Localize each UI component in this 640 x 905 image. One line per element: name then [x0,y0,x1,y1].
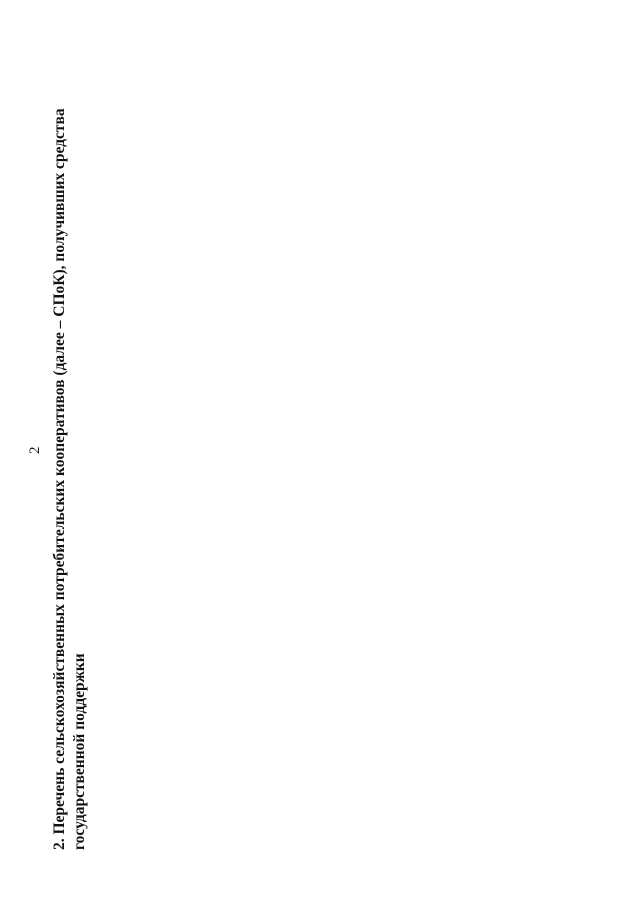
page-number: 2 [27,446,43,454]
section-heading: 2. Перечень сельскохозяйственных потребительских кооперативов (далее – СПоК), получивших средства государственной поддержки [51,108,88,850]
